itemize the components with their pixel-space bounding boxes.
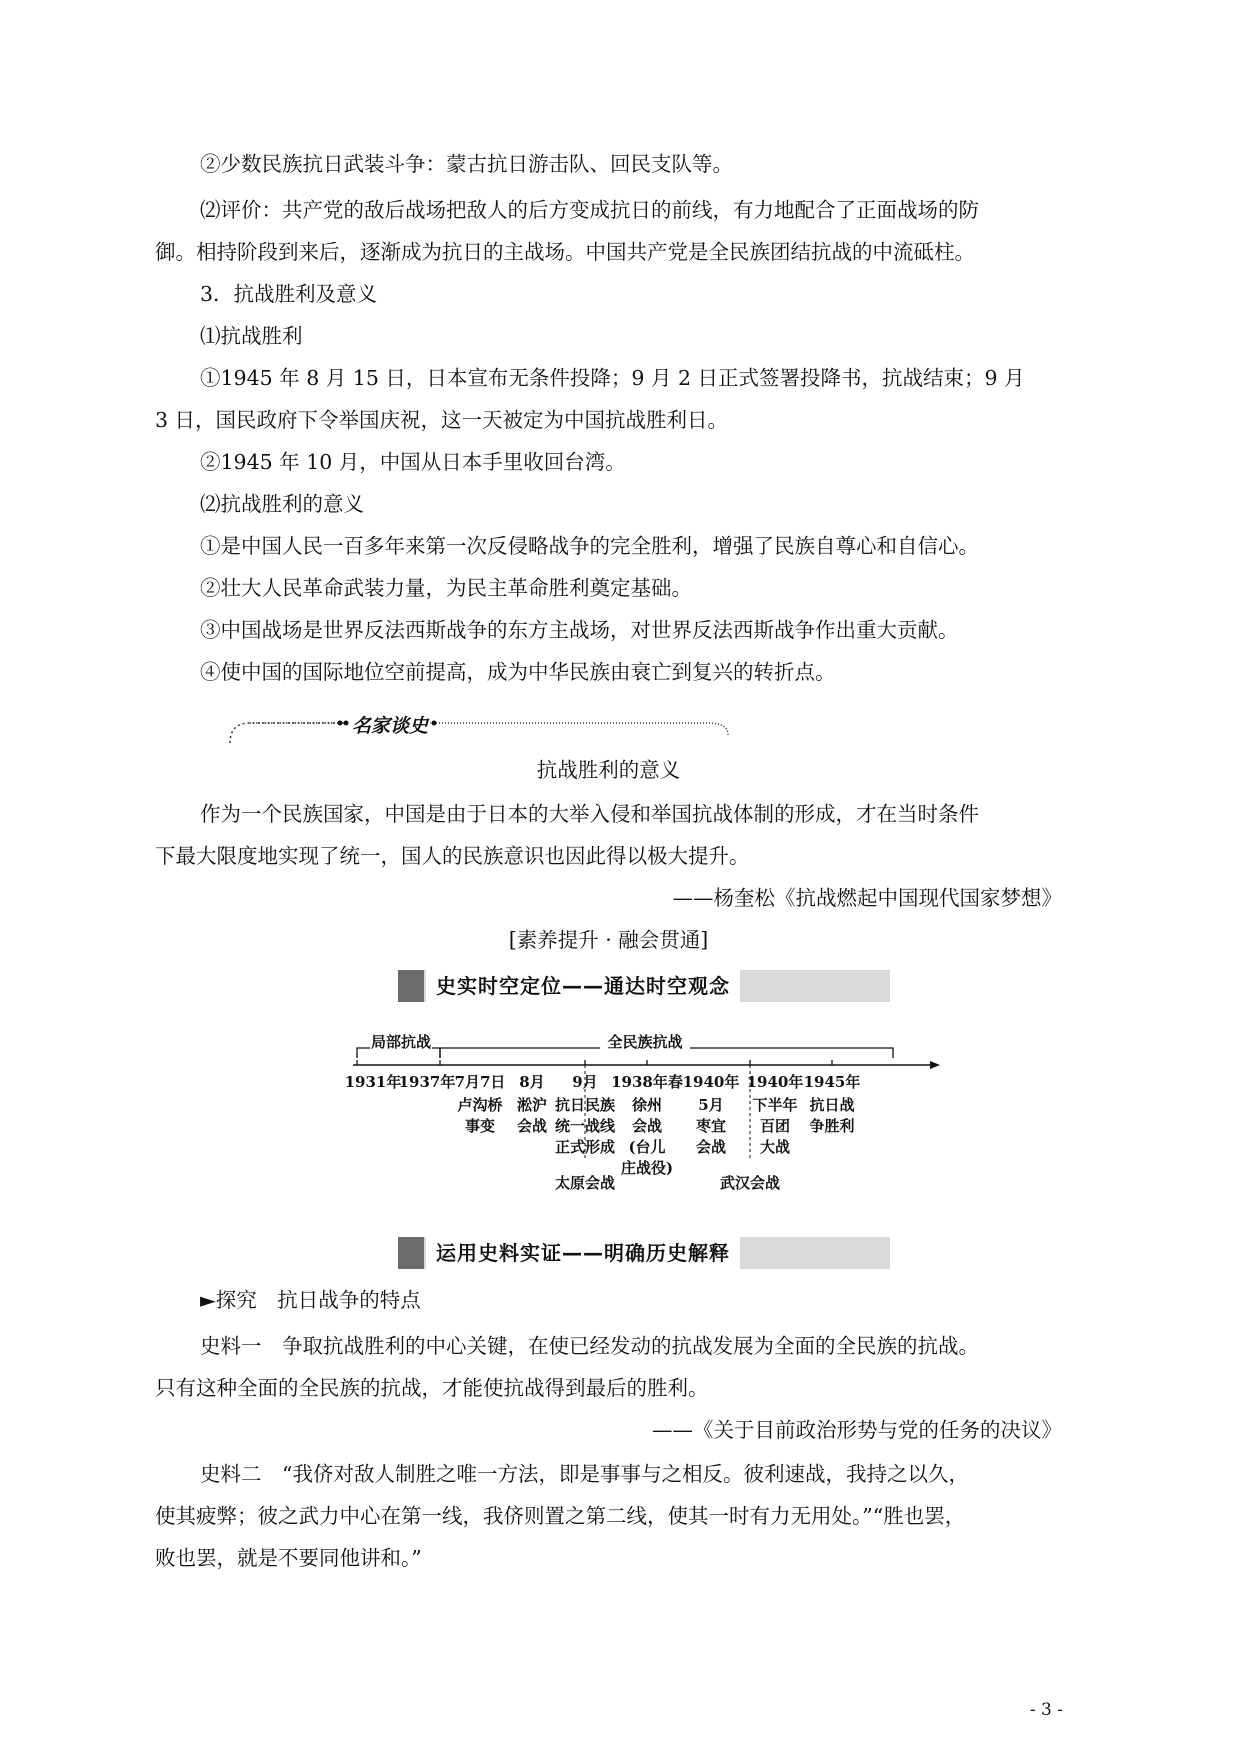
timeline-event-label: 庄战役)	[620, 1159, 674, 1177]
timeline-year-label: 1931年	[345, 1073, 402, 1091]
section-title: 运用史料实证——明确历史解释	[426, 1237, 740, 1269]
section-bar-evidence	[398, 1237, 890, 1269]
timeline-event-label: 下半年	[752, 1096, 798, 1114]
material-one: 只有这种全面的全民族的抗战，才能使抗战得到最后的胜利。	[155, 1376, 709, 1400]
timeline-event-label: 统一战线	[554, 1117, 616, 1135]
famous-body: 下最大限度地实现了统一，国人的民族意识也因此得以极大提升。	[155, 844, 750, 868]
paragraph: ②壮大人民革命武装力量，为民主革命胜利奠定基础。	[200, 576, 692, 600]
inquiry-heading: ►探究 抗日战争的特点	[200, 1288, 421, 1312]
paragraph: 3 日，国民政府下令举国庆祝，这一天被定为中国抗战胜利日。	[155, 408, 729, 432]
timeline-arrow	[930, 1061, 940, 1069]
paragraph: 御。相持阶段到来后，逐渐成为抗日的主战场。中国共产党是全民族团结抗战的中流砥柱。	[155, 240, 975, 264]
material-one-source: ——《关于目前政治形势与党的任务的决议》	[652, 1418, 1062, 1442]
timeline-event-label: 争胜利	[809, 1117, 855, 1135]
timeline-event-label: 百团	[759, 1117, 791, 1135]
famous-body: 作为一个民族国家，中国是由于日本的大举入侵和举国抗战体制的形成，才在当时条件	[200, 802, 979, 826]
paragraph: ②少数民族抗日武装斗争：蒙古抗日游击队、回民支队等。	[200, 152, 733, 176]
promotion-heading: [素养提升 · 融会贯通]	[508, 928, 709, 952]
phase-national-label: 全民族抗战	[607, 1033, 683, 1051]
heading: 3．抗战胜利及意义	[200, 282, 378, 306]
section-title: 史实时空定位——通达时空观念	[426, 970, 740, 1002]
section-bar-timeline	[398, 970, 890, 1002]
timeline-year-label: 1940年	[746, 1073, 804, 1091]
timeline-year-label: 9月	[572, 1073, 598, 1091]
section-bar-block	[398, 970, 424, 1002]
timeline-event-label: 枣宜	[695, 1117, 727, 1135]
timeline-event-label: 卢沟桥	[457, 1096, 503, 1114]
timeline-event-label: 事变	[464, 1117, 496, 1135]
timeline-year-label: 1940年	[682, 1073, 740, 1091]
paragraph: ①是中国人民一百多年来第一次反侵略战争的完全胜利，增强了民族自尊心和自信心。	[200, 534, 979, 558]
paragraph: ①1945 年 8 月 15 日，日本宣布无条件投降；9 月 2 日正式签署投降书，抗战结束；9 月	[200, 366, 1025, 390]
timeline-event-label: 徐州	[631, 1096, 663, 1114]
timeline-event-label: 会战	[631, 1117, 663, 1135]
famous-header-label: 名家谈史	[350, 711, 430, 738]
timeline-event-label: 淞沪	[516, 1096, 548, 1114]
subheading: ⑵抗战胜利的意义	[200, 492, 364, 516]
timeline-event-label: 抗日民族	[554, 1096, 616, 1114]
page-number: - 3 -	[1029, 1700, 1063, 1720]
timeline-years	[345, 1073, 860, 1091]
timeline-event-label: 会战	[516, 1117, 548, 1135]
material-two: 史料二 “我侪对敌人制胜之唯一方法，即是事事与之相反。彼利速战，我持之以久，	[200, 1462, 969, 1486]
timeline-year-label: 7月7日	[454, 1073, 506, 1091]
subheading: ⑴抗战胜利	[200, 324, 303, 348]
material-two: 败也罢，就是不要同他讲和。”	[155, 1546, 422, 1570]
famous-title: 抗战胜利的意义	[536, 758, 681, 782]
event-taiyuan: 太原会战	[554, 1174, 616, 1192]
material-two: 使其疲弊；彼之武力中心在第一线，我侪则置之第二线，使其一时有力无用处。”“胜也罢，	[155, 1504, 966, 1528]
paragraph: ⑵评价：共产党的敌后战场把敌人的后方变成抗日的前线，有力地配合了正面战场的防	[200, 198, 979, 222]
timeline-event-label: 正式形成	[554, 1138, 616, 1156]
timeline-year-label: 1937年	[398, 1073, 456, 1091]
famous-header-bar	[228, 705, 1068, 745]
timeline-events	[457, 1096, 854, 1177]
timeline-event-label: 5月	[698, 1096, 724, 1114]
paragraph: ④使中国的国际地位空前提高，成为中华民族由衰亡到复兴的转折点。	[200, 660, 836, 684]
timeline-event-label: 大战	[759, 1138, 791, 1156]
paragraph: ③中国战场是世界反法西斯战争的东方主战场，对世界反法西斯战争作出重大贡献。	[200, 618, 959, 642]
timeline-event-label: (台儿	[628, 1138, 666, 1156]
material-one: 史料一 争取抗战胜利的中心关键，在使已经发动的抗战发展为全面的全民族的抗战。	[200, 1334, 979, 1358]
paragraph: ②1945 年 10 月，中国从日本手里收回台湾。	[200, 450, 626, 474]
phase-local-label: 局部抗战	[370, 1033, 432, 1051]
timeline-year-label: 1938年春	[611, 1073, 683, 1091]
famous-source: ——杨奎松《抗战燃起中国现代国家梦想》	[672, 886, 1062, 910]
timeline-event-label: 抗日战	[809, 1096, 855, 1114]
section-bar-block	[398, 1237, 424, 1269]
event-wuhan: 武汉会战	[719, 1174, 781, 1192]
timeline-year-label: 8月	[519, 1073, 545, 1091]
timeline-diagram	[345, 1010, 945, 1220]
timeline-year-label: 1945年	[803, 1073, 861, 1091]
timeline-event-label: 会战	[695, 1138, 727, 1156]
